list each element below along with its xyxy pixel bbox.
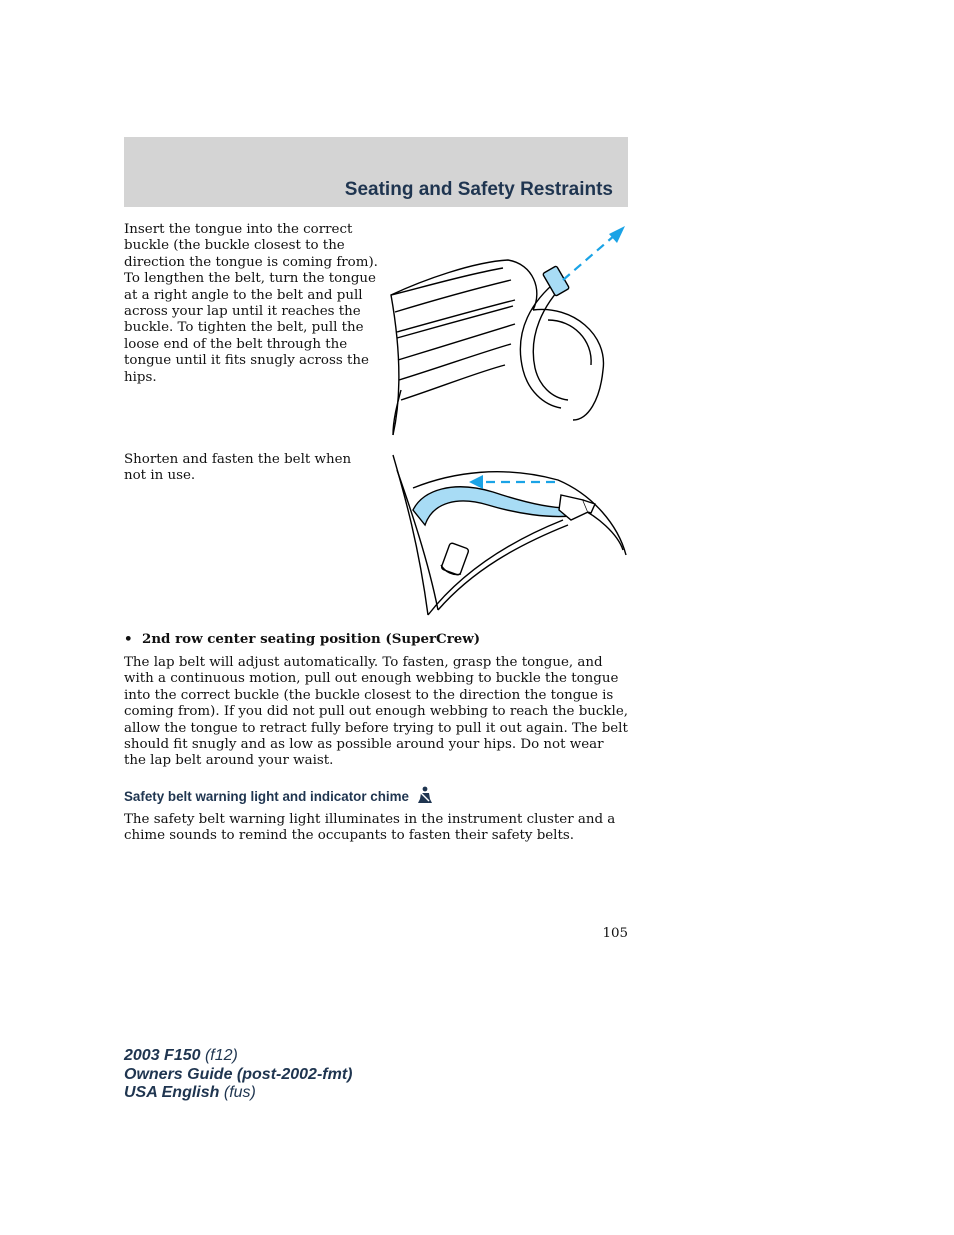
footer-model-code: (f12) xyxy=(204,1047,238,1064)
lap-belt-lengthen-illustration xyxy=(383,220,628,440)
footer-language: USA English xyxy=(124,1084,220,1102)
shorten-paragraph: Shorten and fasten the belt when not in use. xyxy=(124,452,352,484)
lengthen-paragraph: Insert the tongue into the correct buckle (the buckle closest to the direction the tongue is coming from). To lengthen the belt, turn the tongue at a right angle to the belt and pull across your lap until it reaches the buckle. To tighten the belt, pull the loose end of the belt through the tongue until it fits snugly across the hips. xyxy=(124,222,378,385)
warning-paragraph: The safety belt warning light illuminates in the instrument cluster and a chime sounds to remind the occupants to fasten their safety belts. xyxy=(124,812,616,844)
center-seating-bullet xyxy=(124,631,480,647)
footer-line-2 xyxy=(124,1066,352,1085)
bullet-dot: • xyxy=(124,631,133,647)
footer-guide: Owners Guide (post-2002-fmt) xyxy=(124,1065,353,1083)
warning-subheading xyxy=(124,786,433,804)
lap-belt-shorten-illustration xyxy=(383,450,628,620)
footer-line-1 xyxy=(124,1047,352,1066)
section-title: Seating and Safety Restraints xyxy=(344,179,613,200)
footer-language-code: (fus) xyxy=(223,1084,256,1102)
footer-line-3 xyxy=(124,1084,352,1103)
center-seating-paragraph: The lap belt will adjust automatically. To fasten, grasp the tongue, and with a continuous motion, pull out enough webbing to buckle the tongue into the correct buckle (the buckle closest to the direction the tongue is coming from). If you did not pull out enough webbing to reach the buckle, allow the tongue to retract fully before trying to pull it out again. The belt should fit snugly and as low as possible around your hips. Do not wear the lap belt around your waist. xyxy=(124,655,629,769)
footer-model: 2003 F150 xyxy=(124,1047,201,1064)
warning-subheading-text: Safety belt warning light and indicator chime xyxy=(124,789,409,804)
page-number: 105 xyxy=(602,926,628,941)
seatbelt-warning-icon xyxy=(417,786,433,804)
center-seating-heading: 2nd row center seating position (SuperCrew) xyxy=(142,631,481,647)
document-footer xyxy=(124,1047,352,1103)
section-header-band xyxy=(124,137,628,207)
